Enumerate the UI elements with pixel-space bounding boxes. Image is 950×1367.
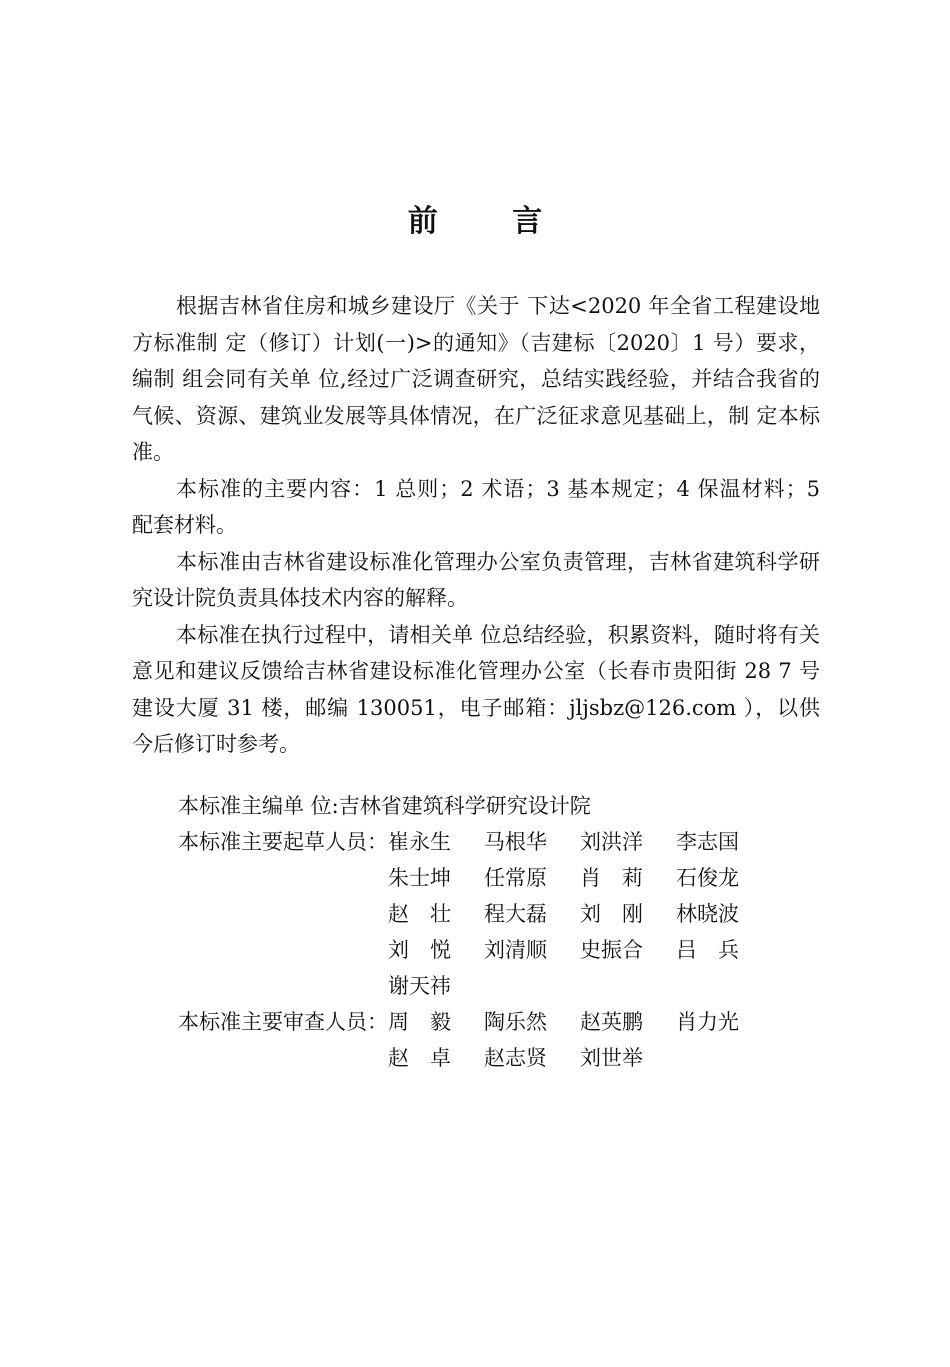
editor-row	[178, 788, 798, 824]
reviewer-name: 赵英鹏	[580, 1010, 643, 1034]
drafter-name: 林晓波	[676, 902, 739, 926]
drafter-name: 任常原	[484, 866, 547, 890]
drafter-name: 史振合	[580, 938, 643, 962]
reviewer-name: 肖力光	[676, 1010, 739, 1034]
drafter-name: 朱士坤	[388, 866, 451, 890]
reviewers-list	[388, 1004, 772, 1076]
reviewer-name: 陶乐然	[484, 1010, 547, 1034]
credits-block	[178, 788, 798, 1076]
reviewer-name: 刘世举	[580, 1046, 643, 1070]
paragraph-feedback: 本标准在执行过程中，请相关单 位总结经验，积累资料，随时将有关意见和建议反馈给吉林省建设标准化管理办公室（长春市贵阳街 28 7 号建设大厦 31 楼，邮编 130051，电子邮箱：jljsbz@126.com ），以供今后修订时参考。	[132, 622, 820, 756]
editor-label: 本标准主编单 位:	[178, 794, 339, 818]
drafter-name: 程大磊	[484, 902, 547, 926]
drafter-name: 肖 莉	[580, 866, 643, 890]
reviewers-label: 本标准主要审查人员：	[178, 1010, 388, 1034]
preface-body	[132, 288, 820, 763]
drafters-row	[178, 824, 798, 1004]
drafter-name: 吕 兵	[676, 938, 739, 962]
drafter-name: 石俊龙	[676, 866, 739, 890]
paragraph-contents: 本标准的主要内容：1 总则；2 术语；3 基本规定；4 保温材料；5 配套材料。	[132, 476, 820, 537]
reviewers-row	[178, 1004, 798, 1076]
drafter-name: 刘 悦	[388, 938, 451, 962]
drafter-name: 刘洪洋	[580, 830, 643, 854]
drafter-name: 赵 壮	[388, 902, 451, 926]
drafters-label: 本标准主要起草人员：	[178, 830, 388, 854]
drafters-list	[388, 824, 772, 1004]
page-title: 前 言	[407, 204, 575, 239]
reviewer-name: 周 毅	[388, 1010, 451, 1034]
drafter-name: 刘 刚	[580, 902, 643, 926]
reviewer-name: 赵 卓	[388, 1046, 451, 1070]
drafter-name: 谢天祎	[388, 974, 451, 998]
reviewer-name: 赵志贤	[484, 1046, 547, 1070]
drafter-name: 马根华	[484, 830, 547, 854]
drafter-name: 崔永生	[388, 830, 451, 854]
drafter-name: 李志国	[676, 830, 739, 854]
drafter-name: 刘清顺	[484, 938, 547, 962]
paragraph-management: 本标准由吉林省建设标准化管理办公室负责管理，吉林省建筑科学研究设计院负责具体技术内容的解释。	[132, 549, 820, 610]
paragraph-basis: 根据吉林省住房和城乡建设厅《关于 下达<2020 年全省工程建设地方标准制 定（修订）计划(一)>的通知》（吉建标〔2020〕1 号）要求，编制 组会同有关单 位,经过广泛调查研究，总结实践经验，并结合我省的气候、资源、建筑业发展等具体情况，在广泛征求意见基础上，制 定本标准。	[132, 294, 820, 464]
editor-value: 吉林省建筑科学研究设计院	[338, 794, 591, 818]
